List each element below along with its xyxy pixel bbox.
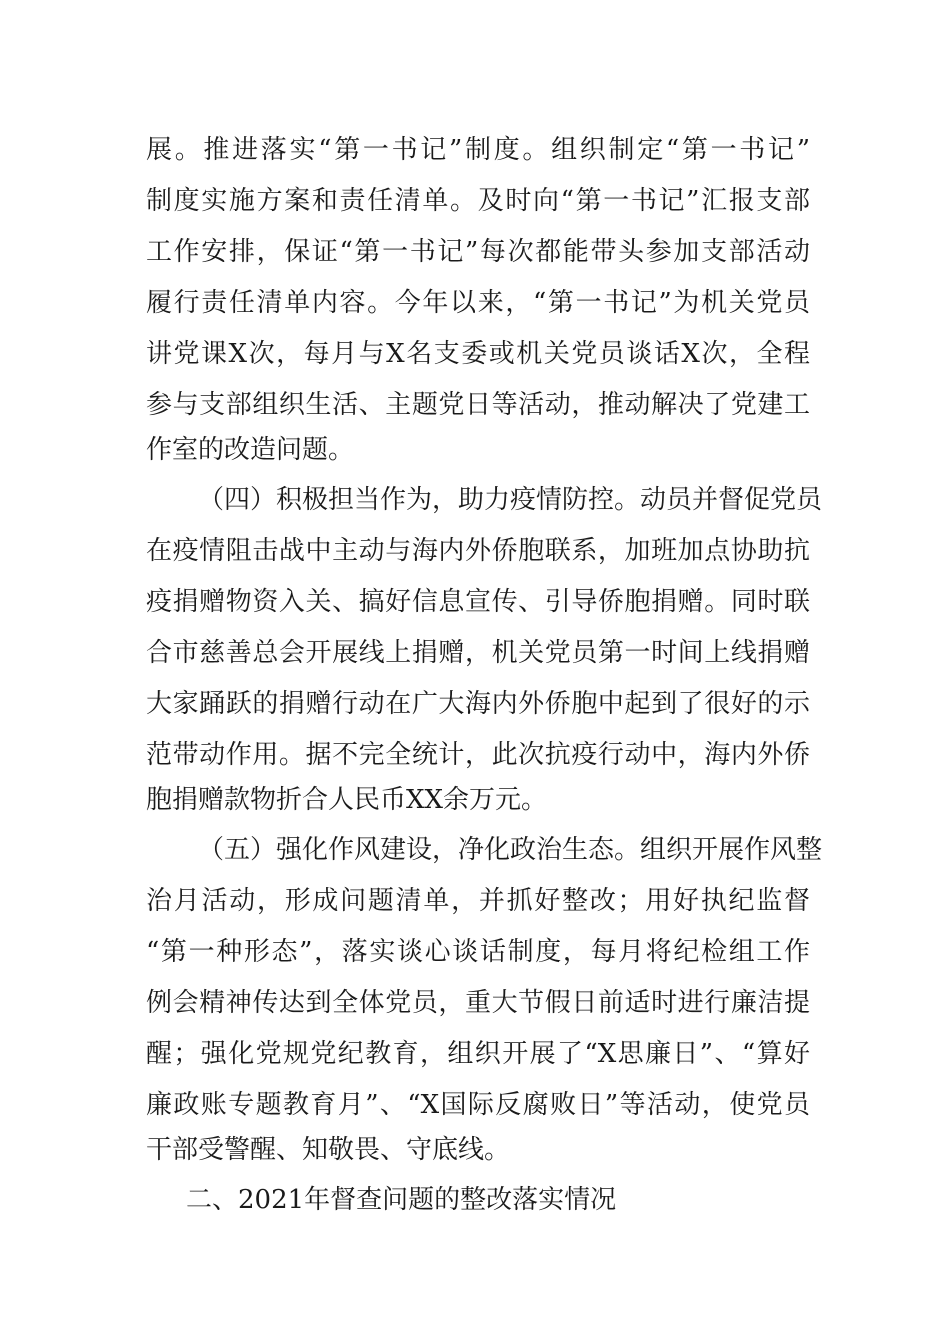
paragraph-line: 在疫情阻击战中主动与海内外侨胞联系，加班加点协助抗 [146, 536, 810, 566]
paragraph-line: 讲党课X次，每月与X名支委或机关党员谈话X次，全程 [146, 339, 810, 369]
paragraph-line: 大家踊跃的捐赠行动在广大海内外侨胞中起到了很好的示 [146, 689, 810, 719]
paragraph-line: “第一种形态”，落实谈心谈话制度，每月将纪检组工作 [146, 937, 810, 967]
paragraph-line: 合市慈善总会开展线上捐赠，机关党员第一时间上线捐赠 [146, 638, 810, 668]
paragraph-line: 参与支部组织生活、主题党日等活动，推动解决了党建工 [146, 390, 810, 420]
paragraph-line: 治月活动，形成问题清单，并抓好整改；用好执纪监督 [146, 886, 810, 916]
section-five-line: （五）强化作风建设，净化政治生态。组织开展作风整 [198, 835, 823, 865]
paragraph-line: 醒；强化党规党纪教育，组织开展了“X思廉日”、“算好 [146, 1039, 810, 1069]
paragraph-line: 工作安排，保证“第一书记”每次都能带头参加支部活动 [146, 237, 810, 267]
paragraph-line: 制度实施方案和责任清单。及时向“第一书记”汇报支部 [146, 186, 810, 216]
paragraph-line: 展。推进落实“第一书记”制度。组织制定“第一书记” [146, 135, 810, 165]
paragraph-line: 廉政账专题教育月”、“X国际反腐败日”等活动，使党员 [146, 1090, 810, 1120]
paragraph-line: 干部受警醒、知敬畏、守底线。 [146, 1135, 511, 1165]
section-four-line: （四）积极担当作为，助力疫情防控。动员并督促党员 [198, 485, 823, 515]
paragraph-line: 作室的改造问题。 [146, 435, 355, 465]
section-heading: 二、2021年督查问题的整改落实情况 [186, 1185, 617, 1215]
paragraph-line: 履行责任清单内容。今年以来，“第一书记”为机关党员 [146, 288, 810, 318]
paragraph-line: 例会精神传达到全体党员，重大节假日前适时进行廉洁提 [146, 988, 810, 1018]
paragraph-line: 胞捐赠款物折合人民币XX余万元。 [146, 785, 548, 815]
paragraph-line: 范带动作用。据不完全统计，此次抗疫行动中，海内外侨 [146, 740, 810, 770]
paragraph-line: 疫捐赠物资入关、搞好信息宣传、引导侨胞捐赠。同时联 [146, 587, 810, 617]
